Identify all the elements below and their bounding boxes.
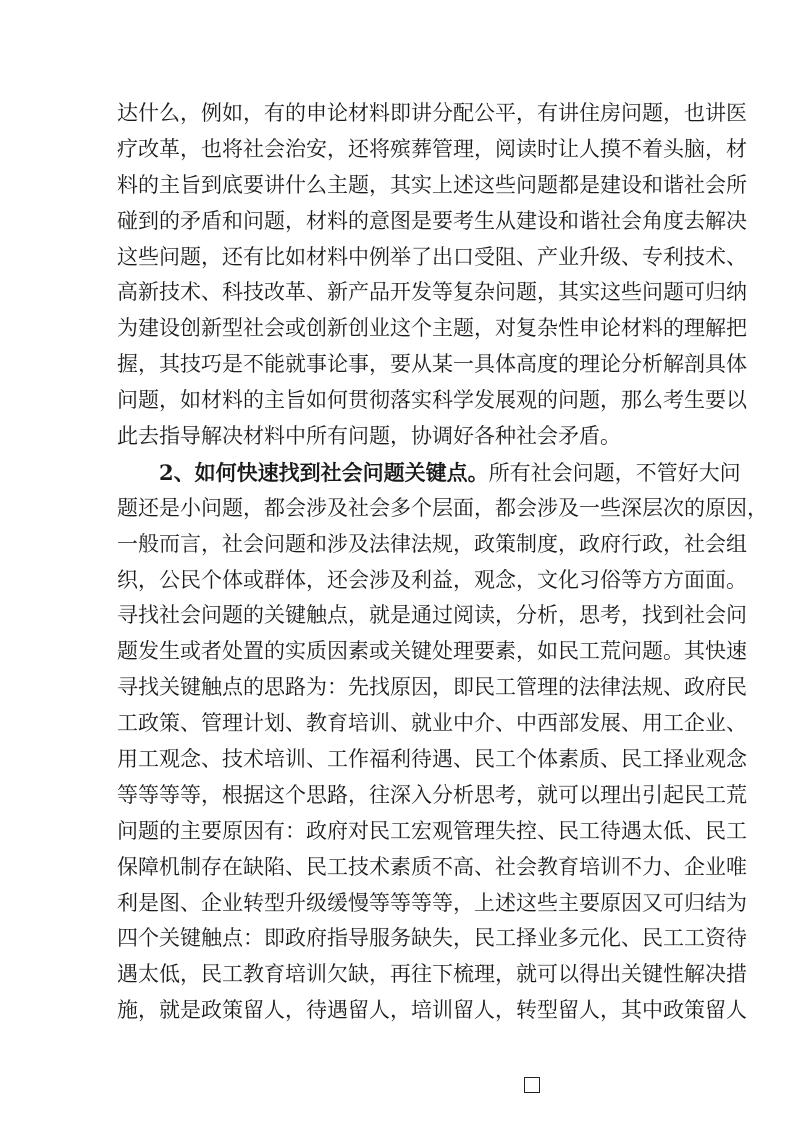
text-line: 高新技术、科技改革、新产品开发等复杂问题，其实这些问题可归纳 bbox=[117, 280, 747, 305]
text-line: 利是图、企业转型升级缓慢等等等等，上述这些主要原因又可归结为 bbox=[117, 890, 747, 915]
text-line: 碰到的矛盾和问题，材料的意图是要考生从建设和谐社会角度去解决 bbox=[117, 208, 747, 233]
page-number-box bbox=[524, 1077, 540, 1093]
text-line: 寻找关键触点的思路为：先找原因，即民工管理的法律法规、政府民 bbox=[117, 675, 747, 700]
text-line: 问题的主要原因有：政府对民工宏观管理失控、民工待遇太低、民工 bbox=[117, 818, 747, 843]
text-line: 为建设创新型社会或创新创业这个主题，对复杂性申论材料的理解把 bbox=[117, 316, 747, 341]
text-line: 遇太低，民工教育培训欠缺，再往下梳理，就可以得出关键性解决措 bbox=[117, 962, 747, 987]
text-line: 等等等等，根据这个思路，往深入分析思考，就可以理出引起民工荒 bbox=[117, 782, 747, 807]
text-line: 用工观念、技术培训、工作福利待遇、民工个体素质、民工择业观念 bbox=[117, 747, 747, 772]
text-line: 握，其技巧是不能就事论事，要从某一具体高度的理论分析解剖具体 bbox=[117, 352, 747, 377]
text-line: 达什么，例如，有的申论材料即讲分配公平，有讲住房问题，也讲医 bbox=[117, 101, 747, 125]
text-line: 四个关键触点：即政府指导服务缺失，民工择业多元化、民工工资待 bbox=[117, 926, 747, 951]
text-line: 施，就是政策留人，待遇留人，培训留人，转型留人，其中政策留人 bbox=[117, 998, 747, 1023]
text-line: 一般而言，社会问题和涉及法律法规，政策制度，政府行政，社会组 bbox=[117, 531, 747, 556]
text-line: 题还是小问题，都会涉及社会多个层面，都会涉及一些深层次的原因， bbox=[117, 495, 768, 520]
text-line: 料的主旨到底要讲什么主题，其实上述这些问题都是建设和谐社会所 bbox=[117, 172, 747, 197]
section-heading: 2、如何快速找到社会问题关键点。 bbox=[159, 459, 489, 485]
text-line: 这些问题，还有比如材料中例举了出口受阻、产业升级、专利技术、 bbox=[117, 244, 747, 269]
text-line: 问题，如材料的主旨如何贯彻落实科学发展观的问题，那么考生要以 bbox=[117, 388, 747, 413]
text-line: 工政策、管理计划、教育培训、就业中介、中西部发展、用工企业、 bbox=[117, 711, 747, 736]
text-line: 寻找社会问题的关键触点，就是通过阅读，分析，思考，找到社会问 bbox=[117, 603, 747, 628]
heading-continuation: 所有社会问题，不管好大问 bbox=[488, 460, 741, 485]
text-line: 此去指导解决材料中所有问题，协调好各种社会矛盾。 bbox=[117, 424, 621, 449]
body-text bbox=[117, 96, 768, 1029]
paragraph-2-first-line bbox=[117, 455, 741, 491]
text-line: 保障机制存在缺陷、民工技术素质不高、社会教育培训不力、企业唯 bbox=[117, 854, 747, 879]
text-line: 题发生或者处置的实质因素或关键处理要素，如民工荒问题。其快速 bbox=[117, 639, 747, 664]
text-line: 疗改革，也将社会治安，还将殡葬管理，阅读时让人摸不着头脑，材 bbox=[117, 136, 747, 161]
text-line: 织，公民个体或群体，还会涉及利益，观念，文化习俗等方方面面。 bbox=[117, 567, 747, 592]
